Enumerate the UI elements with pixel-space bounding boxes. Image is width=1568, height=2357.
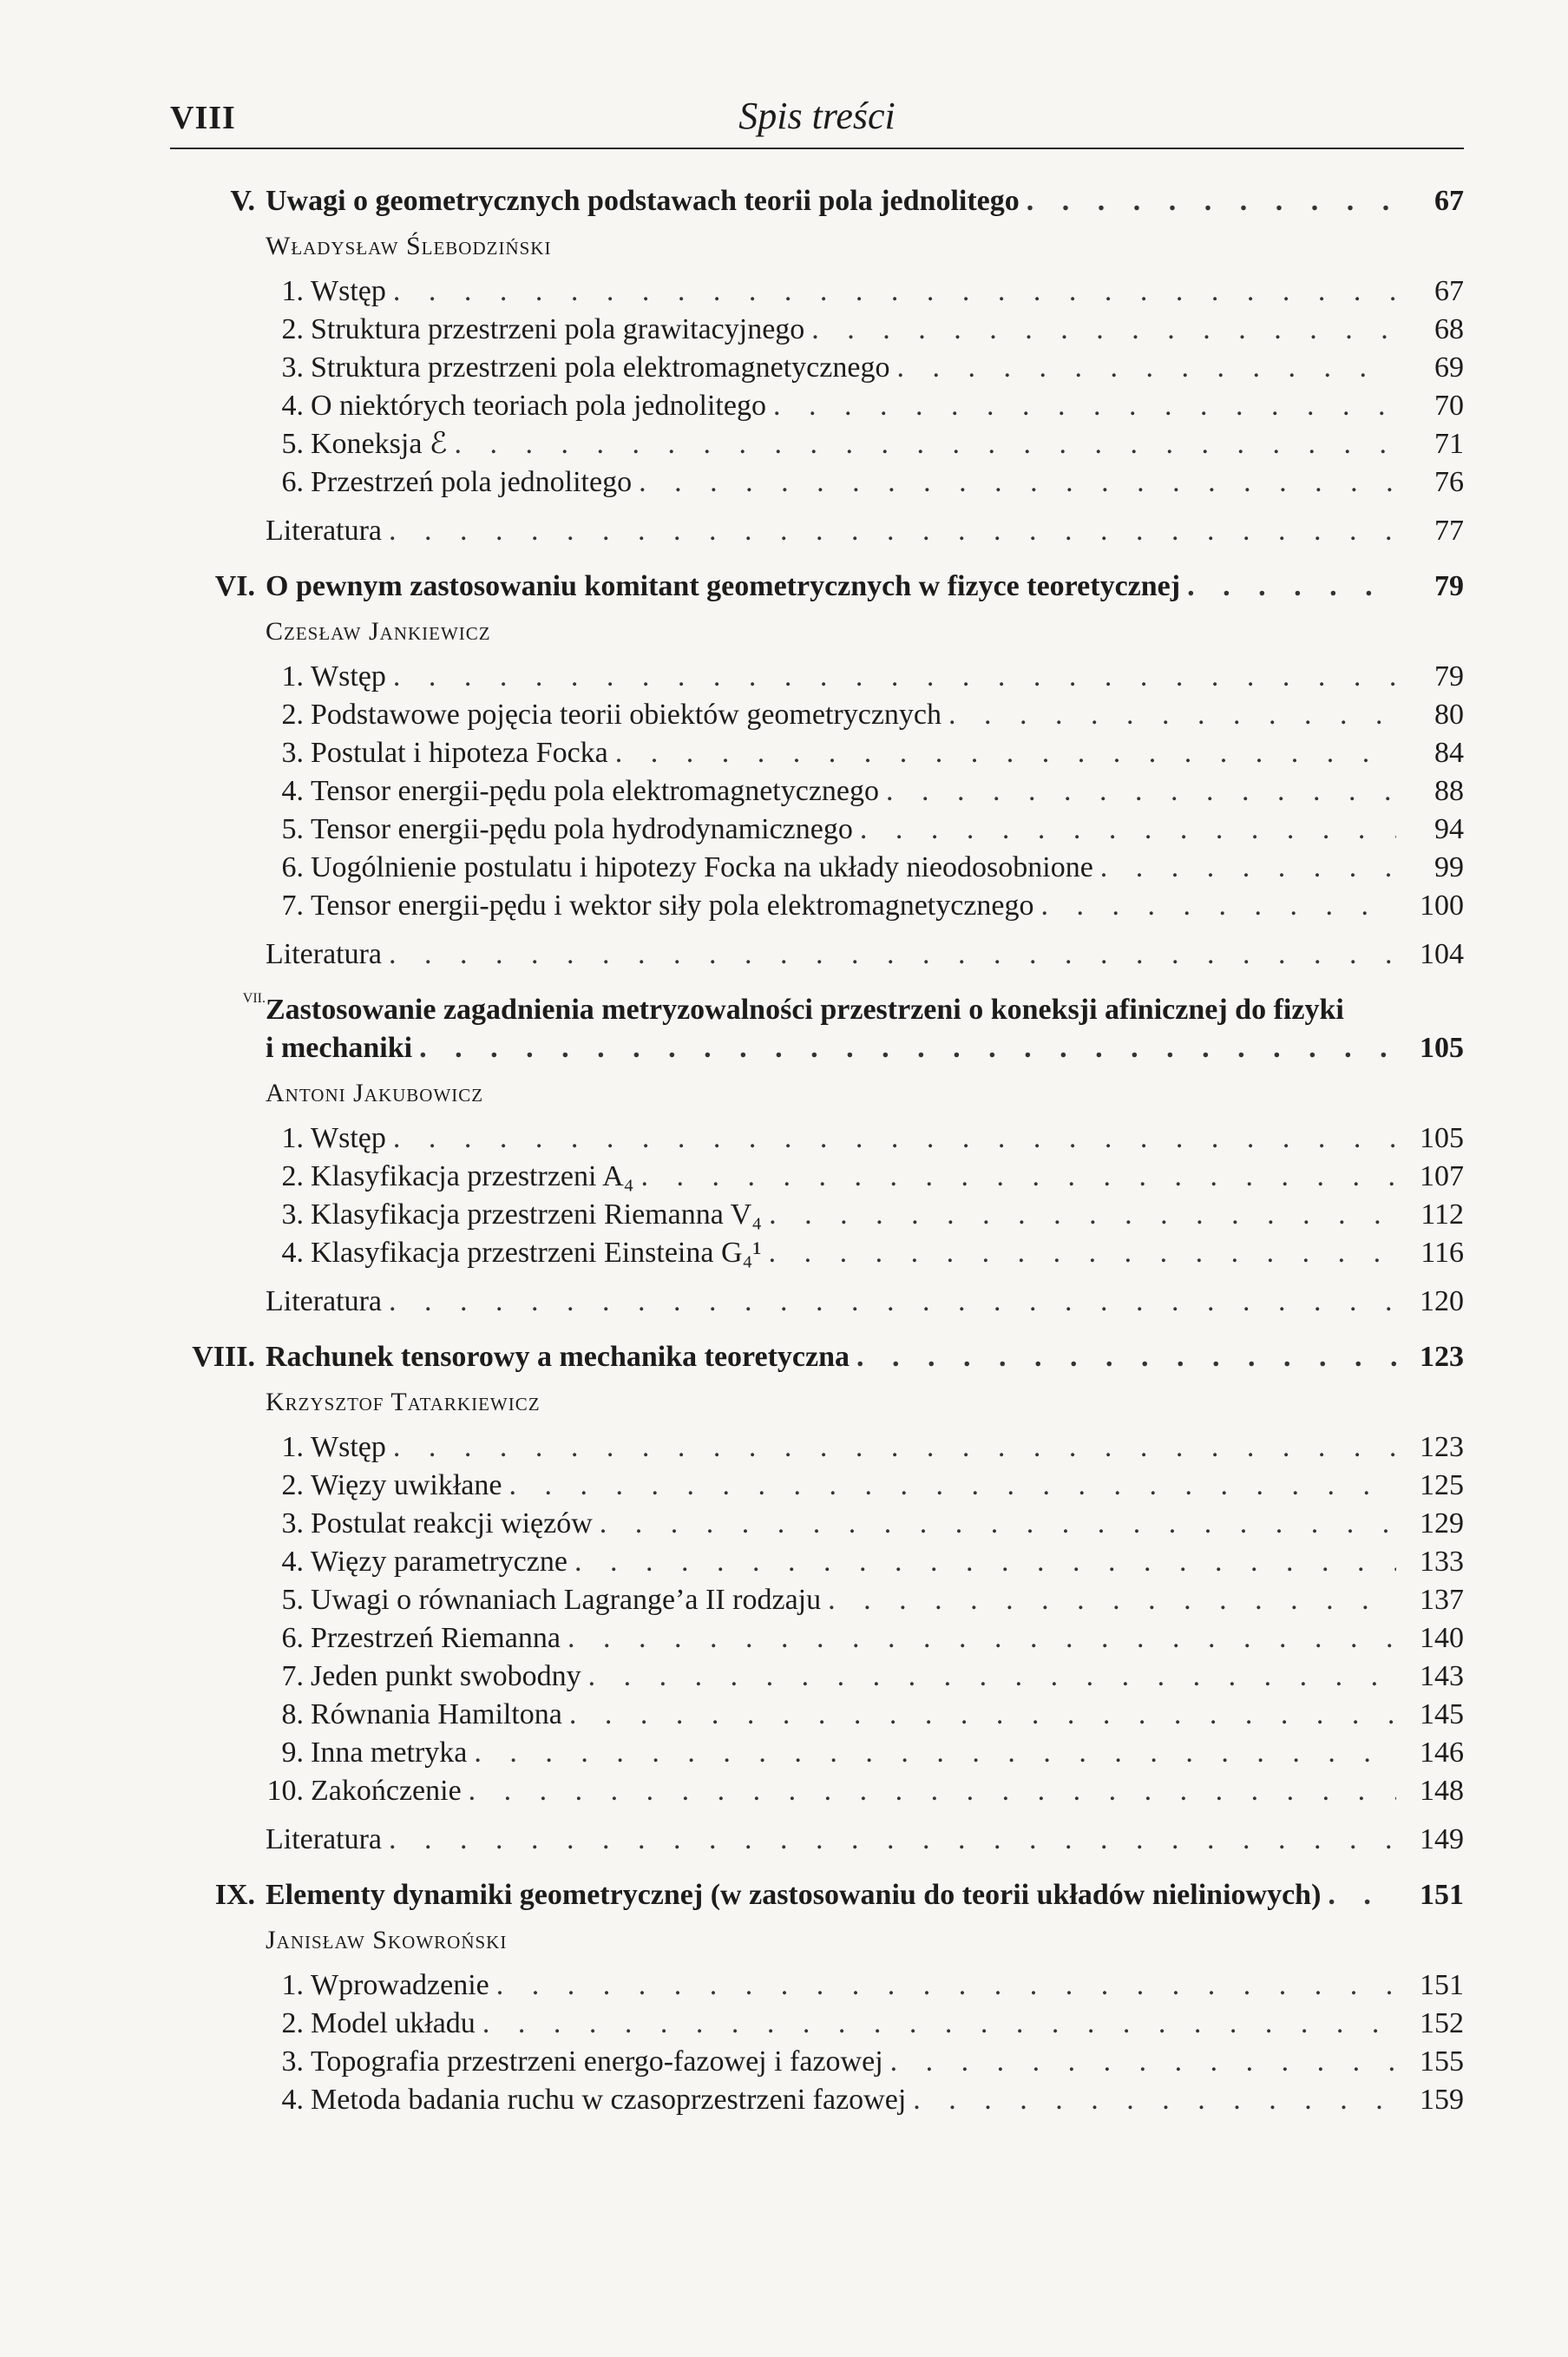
dot-leader — [913, 2081, 1396, 2119]
chapter-number: VI. — [214, 570, 255, 602]
entry-label: Uwagi o geometrycznych podstawach teorii pola jednolitego — [266, 185, 1020, 217]
entry-number: 3. — [281, 351, 304, 384]
entry-label: Podstawowe pojęcia teorii obiektów geometrycznych — [311, 699, 941, 731]
entry-page: 105 — [1420, 1032, 1464, 1064]
section-entry — [266, 1581, 1464, 1619]
entry-title — [266, 1658, 581, 1696]
entry-label: Tensor energii-pędu pola elektromagnetycznego — [311, 775, 880, 807]
entry-page: 143 — [1420, 1660, 1464, 1692]
section-entry — [266, 1543, 1464, 1581]
section-entry — [266, 311, 1464, 349]
entry-label: Uogólnienie postulatu i hipotezy Focka na układy nieodosobnione — [311, 851, 1093, 883]
chapter-number: VIII. — [192, 1341, 255, 1373]
entry-title — [266, 1158, 633, 1196]
entry-page: 71 — [1434, 428, 1464, 460]
dot-leader — [896, 349, 1396, 387]
dot-leader — [482, 2005, 1396, 2043]
entry-page: 151 — [1420, 1879, 1464, 1911]
entry-title — [266, 1119, 386, 1158]
entry-title — [266, 512, 382, 550]
section-entry — [266, 349, 1464, 387]
dot-leader — [948, 696, 1396, 734]
entry-title — [266, 1505, 593, 1543]
entry-label: Struktura przestrzeni pola grawitacyjnego — [311, 313, 805, 345]
entry-title — [266, 568, 1180, 606]
entry-label: Więzy uwikłane — [311, 1469, 502, 1501]
entry-title — [266, 887, 1034, 925]
entry-page: 79 — [1434, 570, 1464, 602]
entry-title — [266, 311, 804, 349]
entry-page: 148 — [1420, 1775, 1464, 1807]
entry-title — [266, 849, 1093, 887]
entry-title — [266, 1428, 386, 1467]
entry-number: 3. — [281, 737, 304, 769]
entry-label: Jeden punkt swobodny — [311, 1660, 581, 1692]
running-header — [170, 94, 1464, 149]
entry-number: 6. — [281, 1622, 304, 1654]
entry-page: 155 — [1420, 2045, 1464, 2078]
entry-title — [266, 1966, 489, 2005]
entry-label: Koneksja ℰ — [311, 428, 448, 460]
entry-label: Topografia przestrzeni energo-fazowej i fazowej — [311, 2045, 883, 2078]
dot-leader — [1187, 568, 1396, 606]
entry-number: 1. — [281, 1431, 304, 1463]
dot-leader — [811, 311, 1396, 349]
dot-leader — [389, 1283, 1396, 1321]
dot-leader — [1041, 887, 1397, 925]
entry-label: Postulat i hipoteza Focka — [311, 737, 608, 769]
entry-number: 2. — [281, 1160, 304, 1192]
section-list — [266, 1119, 1464, 1321]
entry-number: 5. — [281, 813, 304, 845]
entry-page: 149 — [1420, 1823, 1464, 1855]
entry-label: Równania Hamiltona — [311, 1698, 562, 1730]
entry-label: Postulat reakcji więzów — [311, 1507, 593, 1540]
section-list — [266, 1966, 1464, 2119]
chapter-author: Antoni Jakubowicz — [266, 1079, 484, 1107]
dot-leader — [393, 272, 1396, 311]
entry-label: Struktura przestrzeni pola elektromagnetycznego — [311, 351, 890, 384]
chapter-heading — [242, 991, 1464, 1067]
dot-leader — [640, 1158, 1396, 1196]
chapter-number: VII. — [242, 991, 266, 1006]
section-entry — [266, 1772, 1464, 1810]
dot-leader — [496, 1966, 1396, 2005]
chapter-heading — [192, 1338, 1464, 1376]
entry-title — [266, 658, 386, 696]
entry-number: 2. — [281, 699, 304, 731]
entry-page: 104 — [1420, 938, 1464, 970]
entry-label: Rachunek tensorowy a mechanika teoretyczna — [266, 1341, 850, 1373]
entry-label: Model układu — [311, 2007, 476, 2039]
entry-title — [266, 1581, 821, 1619]
chapter-author: Czesław Jankiewicz — [266, 617, 491, 646]
entry-label: Klasyfikacja przestrzeni Riemanna V₄ — [311, 1198, 763, 1231]
chapter-number: IX. — [214, 1879, 255, 1911]
dot-leader — [474, 1734, 1396, 1772]
entry-page: 94 — [1434, 813, 1464, 845]
entry-title — [266, 1467, 502, 1505]
entry-number: 1. — [281, 275, 304, 307]
chapter-title-row — [230, 182, 1464, 220]
entry-number: 5. — [281, 428, 304, 460]
entry-number: 10. — [266, 1775, 304, 1807]
entry-title — [266, 463, 632, 502]
entry-page: 70 — [1434, 390, 1464, 422]
entry-number: 6. — [281, 466, 304, 498]
entry-title — [266, 696, 941, 734]
entry-label: O niektórych teoriach pola jednolitego — [311, 390, 766, 422]
dot-leader — [389, 936, 1396, 974]
entry-title — [266, 1283, 382, 1321]
entry-number: 2. — [281, 1469, 304, 1501]
entry-title — [266, 936, 382, 974]
dot-leader — [393, 658, 1396, 696]
entry-number: 6. — [281, 851, 304, 883]
section-entry — [266, 387, 1464, 425]
entry-label: Klasyfikacja przestrzeni A₄ — [311, 1160, 634, 1192]
chapter-heading — [230, 182, 1464, 220]
entry-number: 7. — [281, 1660, 304, 1692]
entry-label: Wprowadzenie — [311, 1969, 489, 2001]
section-entry — [266, 2005, 1464, 2043]
section-entry — [266, 658, 1464, 696]
dot-leader — [393, 1428, 1396, 1467]
dot-leader — [769, 1234, 1396, 1272]
entry-page: 123 — [1420, 1431, 1464, 1463]
entry-page: 77 — [1434, 515, 1464, 547]
entry-title — [266, 1543, 567, 1581]
entry-label: O pewnym zastosowaniu komitant geometrycznych w fizyce teoretycznej — [266, 570, 1181, 602]
chapter-author: Władysław Ślebodziński — [266, 232, 552, 260]
section-entry — [266, 425, 1464, 463]
entry-title — [266, 1029, 412, 1067]
section-entry — [266, 1196, 1464, 1234]
entry-title — [266, 772, 879, 811]
entry-number: 5. — [281, 1584, 304, 1616]
entry-page: 140 — [1420, 1622, 1464, 1654]
section-entry — [266, 772, 1464, 811]
literature-entry — [266, 512, 1464, 550]
chapter-title-row — [266, 1029, 1464, 1067]
entry-title — [266, 2081, 906, 2119]
entry-page: 67 — [1434, 275, 1464, 307]
section-entry — [266, 1234, 1464, 1272]
entry-page: 129 — [1420, 1507, 1464, 1540]
section-list — [266, 1428, 1464, 1859]
entry-title — [266, 1234, 762, 1272]
chapter-number: V. — [230, 185, 255, 217]
entry-label: Tensor energii-pędu pola hydrodynamicznego — [311, 813, 853, 845]
entry-page: 69 — [1434, 351, 1464, 384]
entry-number: 4. — [281, 775, 304, 807]
entry-label: Elementy dynamiki geometrycznej (w zastosowaniu do teorii układów nieliniowych) — [266, 1879, 1322, 1911]
section-entry — [266, 1119, 1464, 1158]
entry-label: Przestrzeń pola jednolitego — [311, 466, 633, 498]
entry-label: Wstęp — [311, 660, 386, 693]
table-of-contents — [170, 182, 1464, 2119]
entry-label: Klasyfikacja przestrzeni Einsteina G₄¹ — [311, 1237, 762, 1269]
dot-leader — [389, 512, 1396, 550]
entry-page: 100 — [1420, 890, 1464, 922]
entry-number: 3. — [281, 2045, 304, 2078]
entry-number: 4. — [281, 2084, 304, 2116]
entry-number: 4. — [281, 1546, 304, 1578]
dot-leader — [856, 1338, 1396, 1376]
section-entry — [266, 887, 1464, 925]
chapter-author: Krzysztof Tatarkiewicz — [266, 1388, 541, 1416]
entry-title — [266, 2005, 476, 2043]
entry-title — [266, 1696, 562, 1734]
dot-leader — [569, 1696, 1396, 1734]
entry-page: 112 — [1420, 1198, 1464, 1231]
entry-number: 8. — [281, 1698, 304, 1730]
literature-entry — [266, 1821, 1464, 1859]
entry-label: Więzy parametryczne — [311, 1546, 567, 1578]
dot-leader — [389, 1821, 1396, 1859]
entry-label: Literatura — [266, 515, 383, 547]
entry-number: 2. — [281, 2007, 304, 2039]
dot-leader — [600, 1505, 1396, 1543]
section-entry — [266, 1734, 1464, 1772]
section-entry — [266, 734, 1464, 772]
entry-page: 120 — [1420, 1285, 1464, 1317]
dot-leader — [639, 463, 1396, 502]
entry-label: Uwagi o równaniach Lagrange’a II rodzaju — [311, 1584, 822, 1616]
section-entry — [266, 1696, 1464, 1734]
entry-number: 7. — [281, 890, 304, 922]
literature-entry — [266, 1283, 1464, 1321]
dot-leader — [1027, 182, 1396, 220]
entry-label: Tensor energii-pędu i wektor siły pola elektromagnetycznego — [311, 890, 1034, 922]
entry-page: 151 — [1420, 1969, 1464, 2001]
chapter-title-row — [214, 1876, 1464, 1914]
entry-page: 84 — [1434, 737, 1464, 769]
dot-leader — [1100, 849, 1396, 887]
entry-label: Literatura — [266, 1285, 383, 1317]
section-entry — [266, 463, 1464, 502]
entry-number: 1. — [281, 660, 304, 693]
entry-page: 159 — [1420, 2084, 1464, 2116]
chapter-title-row — [192, 1338, 1464, 1376]
entry-title — [266, 1196, 762, 1234]
entry-title — [266, 1772, 462, 1810]
entry-label: Inna metryka — [311, 1737, 468, 1769]
entry-number: 3. — [281, 1507, 304, 1540]
entry-title — [266, 1619, 561, 1658]
entry-number: 4. — [281, 390, 304, 422]
chapter-entry — [170, 1876, 1464, 2119]
section-entry — [266, 1467, 1464, 1505]
entry-page: 80 — [1434, 699, 1464, 731]
entry-page: 146 — [1420, 1737, 1464, 1769]
chapter-entry — [170, 1338, 1464, 1859]
dot-leader — [455, 425, 1397, 463]
entry-number: 3. — [281, 1198, 304, 1231]
dot-leader — [393, 1119, 1396, 1158]
entry-title — [266, 387, 766, 425]
dot-leader — [419, 1029, 1396, 1067]
entry-page: 79 — [1434, 660, 1464, 693]
entry-label: Wstęp — [311, 275, 386, 307]
entry-title — [266, 349, 889, 387]
section-entry — [266, 272, 1464, 311]
dot-leader — [615, 734, 1396, 772]
entry-label: i mechaniki — [266, 1032, 413, 1064]
entry-title — [266, 1734, 467, 1772]
entry-title — [266, 811, 853, 849]
entry-title — [266, 1821, 382, 1859]
dot-leader — [886, 772, 1396, 811]
entry-page: 116 — [1420, 1237, 1464, 1269]
entry-page: 145 — [1420, 1698, 1464, 1730]
entry-label: Przestrzeń Riemanna — [311, 1622, 561, 1654]
entry-page: 67 — [1434, 185, 1464, 217]
section-entry — [266, 2043, 1464, 2081]
dot-leader — [773, 387, 1396, 425]
section-entry — [266, 811, 1464, 849]
entry-page: 76 — [1434, 466, 1464, 498]
entry-title — [266, 734, 608, 772]
entry-title — [266, 272, 386, 311]
entry-label: Literatura — [266, 1823, 383, 1855]
entry-page: 152 — [1420, 2007, 1464, 2039]
entry-page: 99 — [1434, 851, 1464, 883]
chapter-heading — [214, 568, 1464, 606]
chapter-entry — [170, 182, 1464, 550]
section-list — [266, 658, 1464, 974]
running-title: Spis treści — [738, 95, 896, 137]
entry-page: 123 — [1420, 1341, 1464, 1373]
entry-page: 137 — [1420, 1584, 1464, 1616]
entry-label: Zakończenie — [311, 1775, 462, 1807]
section-entry — [266, 1158, 1464, 1196]
entry-page: 133 — [1420, 1546, 1464, 1578]
dot-leader — [574, 1543, 1396, 1581]
entry-title — [266, 1876, 1321, 1914]
entry-label: Literatura — [266, 938, 383, 970]
section-entry — [266, 1505, 1464, 1543]
dot-leader — [588, 1658, 1396, 1696]
chapter-title-row — [214, 568, 1464, 606]
literature-entry — [266, 936, 1464, 974]
entry-title — [266, 2043, 883, 2081]
section-entry — [266, 1428, 1464, 1467]
entry-label: Wstęp — [311, 1431, 386, 1463]
entry-number: 2. — [281, 313, 304, 345]
entry-number: 1. — [281, 1122, 304, 1154]
entry-label: Metoda badania ruchu w czasoprzestrzeni fazowej — [311, 2084, 907, 2116]
section-entry — [266, 1658, 1464, 1696]
section-entry — [266, 1966, 1464, 2005]
chapter-title-line: Zastosowanie zagadnienia metryzowalności przestrzeni o koneksji afinicznej do fizyki — [266, 994, 1344, 1026]
dot-leader — [567, 1619, 1396, 1658]
dot-leader — [469, 1772, 1396, 1810]
entry-page: 105 — [1420, 1122, 1464, 1154]
dot-leader — [1328, 1876, 1396, 1914]
dot-leader — [860, 811, 1396, 849]
chapter-entry — [170, 991, 1464, 1321]
chapter-author: Janisław Skowroński — [266, 1926, 508, 1954]
section-entry — [266, 696, 1464, 734]
entry-label: Wstęp — [311, 1122, 386, 1154]
section-list — [266, 272, 1464, 550]
entry-page: 88 — [1434, 775, 1464, 807]
section-entry — [266, 849, 1464, 887]
entry-page: 68 — [1434, 313, 1464, 345]
dot-leader — [509, 1467, 1397, 1505]
dot-leader — [828, 1581, 1396, 1619]
entry-number: 4. — [281, 1237, 304, 1269]
chapter-heading — [214, 1876, 1464, 1914]
entry-title — [266, 425, 448, 463]
page-number: VIII — [170, 100, 236, 136]
section-entry — [266, 1619, 1464, 1658]
entry-title — [266, 182, 1020, 220]
entry-number: 9. — [281, 1737, 304, 1769]
entry-page: 107 — [1420, 1160, 1464, 1192]
entry-page: 125 — [1420, 1469, 1464, 1501]
dot-leader — [890, 2043, 1396, 2081]
dot-leader — [769, 1196, 1396, 1234]
chapter-entry — [170, 568, 1464, 974]
entry-title — [266, 1338, 850, 1376]
section-entry — [266, 2081, 1464, 2119]
entry-number: 1. — [281, 1969, 304, 2001]
